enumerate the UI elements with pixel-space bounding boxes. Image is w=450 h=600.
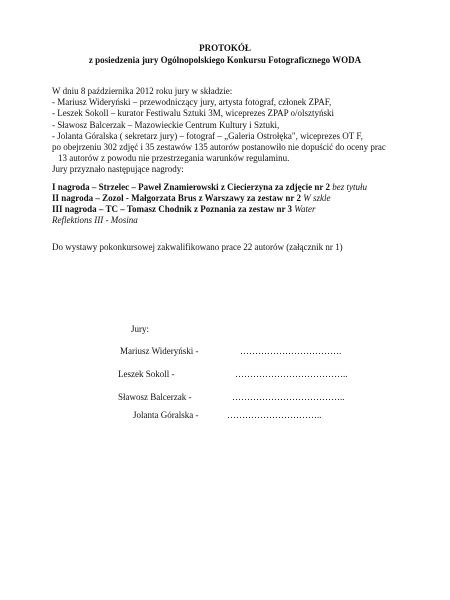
awards-list — [52, 182, 412, 226]
award-work-title: Water Reflektions III - Mosina — [52, 204, 316, 225]
award-text: III nagroda – TC – Tomasz Chodnik z Poznania za zestaw nr 3 — [52, 204, 295, 214]
document-subtitle: z posiedzenia jury Ogólnopolskiego Konkursu Fotograficznego WODA — [88, 55, 362, 65]
exhibition-note: Do wystawy pokonkursowej zakwalifikowano prace 22 autorów (załącznik nr 1) — [52, 242, 343, 252]
signature-line: ……………………………. — [240, 346, 342, 356]
jury-label: Jury: — [131, 324, 149, 334]
intro-line: W dniu 8 października 2012 roku jury w składzie: — [52, 86, 233, 96]
jury-member-line: - Leszek Sokoll – kurator Festiwalu Sztuki 3M, wiceprezes ZPAP o/olsztyński — [52, 108, 335, 119]
intro-line: Jury przyznało następujące nagrody: — [52, 164, 184, 175]
signature-name: Leszek Sokoll - — [118, 369, 175, 379]
award-work-title: W szkle — [303, 193, 331, 203]
jury-member-line: - Mariusz Wideryński – przewodniczący jury, artysta fotograf, członek ZPAF, — [52, 97, 332, 108]
award-text: I nagroda – Strzelec – Paweł Znamierowski z Ciecierzyna za zdjęcie nr 2 — [52, 182, 333, 192]
signature-name: Mariusz Wideryński - — [120, 346, 199, 356]
jury-member-line: - Sławosz Balcerzak – Mazowieckie Centrum Kultury i Sztuki, — [52, 119, 280, 130]
award-work-title: bez tytułu — [332, 182, 367, 192]
award-item — [52, 193, 412, 204]
signature-line: ……………………………….. — [232, 392, 345, 402]
signature-name: Sławosz Balcerzak - — [118, 392, 192, 402]
intro-line: po obejrzeniu 302 zdjęć i 35 zestawów 135 autorów postanowiło nie dopuścić do oceny prac — [52, 142, 386, 153]
award-item — [52, 182, 412, 193]
jury-member-line: - Jolanta Góralska ( sekretarz jury) – fotograf – „Galeria Ostrołęka", wiceprezes OT F, — [52, 130, 363, 141]
award-item — [52, 204, 352, 226]
document-title: PROTOKÓŁ — [199, 43, 251, 53]
intro-line: 13 autorów z powodu nie przestrzegania warunków regulaminu. — [58, 153, 290, 164]
signature-name: Jolanta Góralska - — [133, 410, 199, 420]
signature-line: ………………………….. — [227, 410, 322, 420]
intro-paragraph — [52, 86, 412, 176]
award-text: II nagroda – Zozol - Małgorzata Brus z Warszawy za zestaw nr 2 — [52, 193, 304, 203]
signature-line: ……………………………….. — [235, 369, 348, 379]
